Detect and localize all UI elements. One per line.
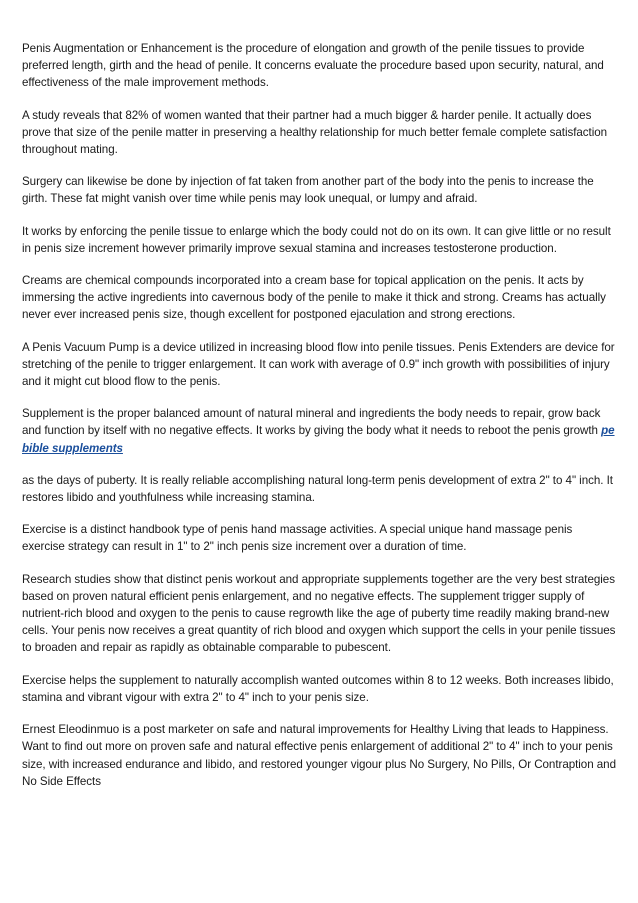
paragraph-vacuum-pump: A Penis Vacuum Pump is a device utilized in increasing blood flow into penile tissues. Penis Extenders are device for stretching of the penile to trigger enlargement. It can work with average of 0.9" inch growth with possibilities of injury and it might cut blood flow to the penis. xyxy=(22,340,615,389)
paragraph-creams: Creams are chemical compounds incorporated into a cream base for topical application on the penis. It acts by immersing the active ingredients into cavernous body of the penile to make it thick and strong. Creams has actually never ever increased penis size, though excellent for postponed ejaculation and strong erections. xyxy=(22,274,606,322)
paragraph-augmentation: Penis Augmentation or Enhancement is the procedure of elongation and growth of the penile tissues to provide preferred length, girth and the head of penile. It concerns evaluate the procedure based upon security, natural, and effectiveness of the male improvement methods. xyxy=(22,42,604,90)
paragraph-study: A study reveals that 82% of women wanted that their partner had a much bigger & harder penile. It actually does prove that size of the penile matter in preserving a healthy relationship for much better female complete satisfaction throughout mating. xyxy=(22,108,608,157)
paragraph-author: Ernest Eleodinmuo is a post marketer on safe and natural improvements for Healthy Living that leads to Happiness. Want to find out more on proven safe and natural effective penis enlargement of additional 2" to 4" inch to your penis size, with increased endurance and libido, and restored younger vigour plus No Surgery, No Pills, Or Contraption and No Side Effects xyxy=(22,723,616,788)
paragraph-supplement xyxy=(22,405,616,457)
paragraph-enforcing: It works by enforcing the penile tissue to enlarge which the body could not do on its own. It can give little or no result in penis size increment however primarily improve sexual stamina and increases testosterone production. xyxy=(22,224,611,255)
paragraph-supplement-text: Supplement is the proper balanced amount of natural mineral and ingredients the body needs to repair, grow back and function by itself with no negative effects. It works by giving the body what it needs to reboot the penis growth xyxy=(22,407,602,438)
paragraph-research: Research studies show that distinct penis workout and appropriate supplements together are the very best strategies based on proven natural efficient penis enlargement, and no negative effects. The supplement trigger supply of nutrient-rich blood and oxygen to the penis to cause regrowth like the age of puberty time readily making brand-new cells. Your penis now receives a great quantity of rich blood and oxygen which support the cells in your penile tissues to broaden and repair as rapidly as obtainable comparable to pubescent. xyxy=(22,572,616,655)
paragraph-surgery: Surgery can likewise be done by injection of fat taken from another part of the body into the penis to increase the girth. These fat might vanish over time while penis may look unequal, or lumpy and afraid. xyxy=(22,175,594,206)
pe-bible-supplements-link[interactable]: pe bible supplements xyxy=(22,424,615,455)
paragraph-exercise: Exercise is a distinct handbook type of penis hand massage activities. A special unique hand massage penis exercise strategy can result in 1" to 2" inch penis size increment over a duration of time. xyxy=(22,523,573,554)
paragraph-exercise-helps: Exercise helps the supplement to naturally accomplish wanted outcomes within 8 to 12 weeks. Both increases libido, stamina and vibrant vigour with extra 2" to 4" inch to your penis size. xyxy=(22,673,614,704)
paragraph-puberty: as the days of puberty. It is really reliable accomplishing natural long-term penis development of extra 2" to 4" inch. It restores libido and youthfulness while increasing stamina. xyxy=(22,473,613,505)
